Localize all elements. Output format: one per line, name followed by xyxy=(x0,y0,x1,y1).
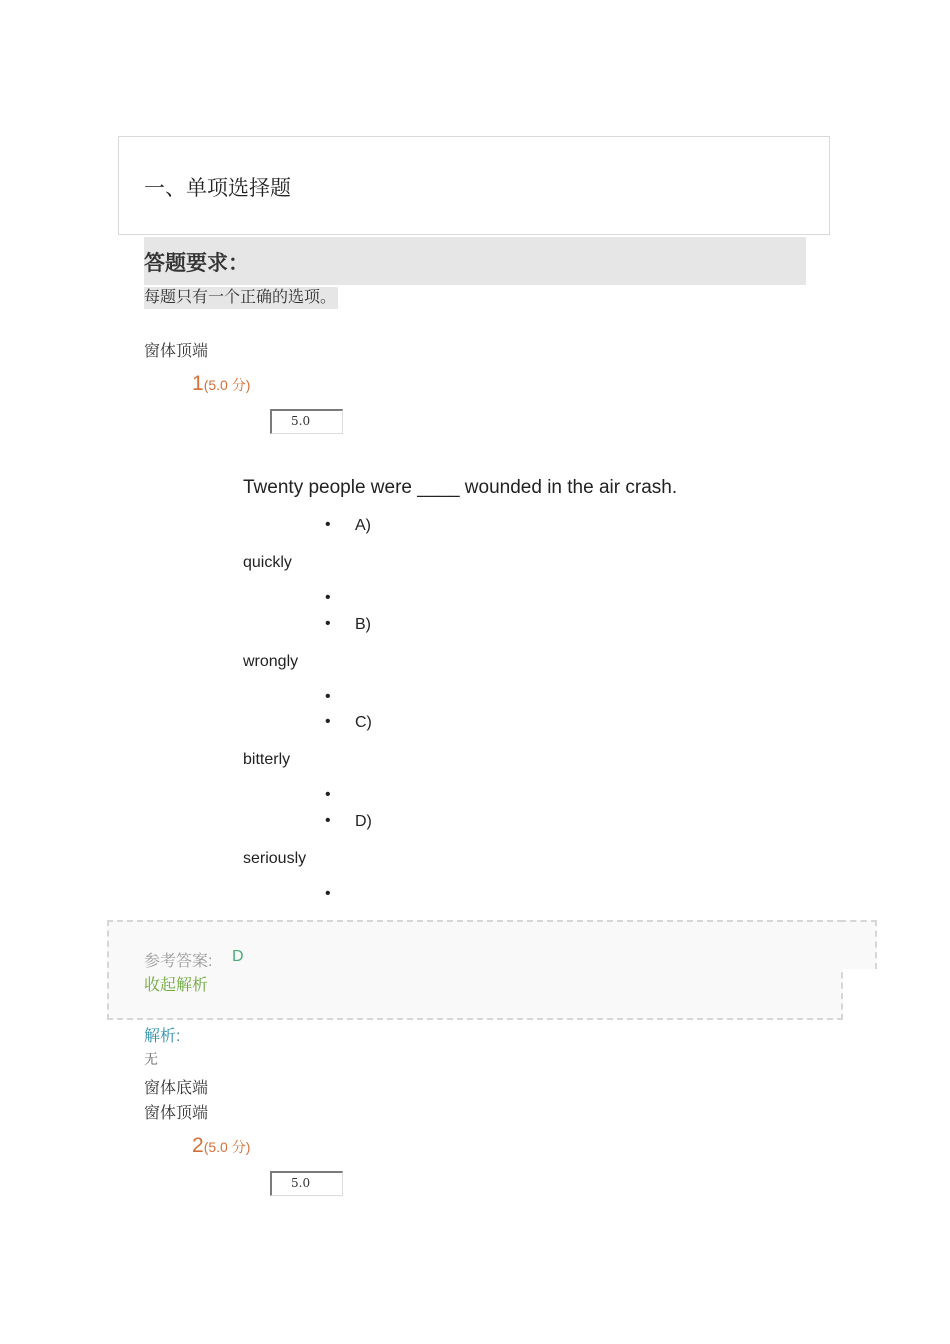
q1-frame-bottom: 窗体底端 xyxy=(144,1080,209,1097)
q1-option-b-text: wrongly xyxy=(243,653,299,670)
q1-question-text: Twenty people were ____ wounded in the air crash. xyxy=(243,477,678,498)
q1-option-a-bullet: • xyxy=(325,516,331,533)
q2-score-field[interactable]: 5.0 xyxy=(270,1171,343,1196)
analysis-label: 解析: xyxy=(144,1028,181,1045)
q1-option-a-text: quickly xyxy=(243,554,292,571)
reference-answer-value: D xyxy=(232,948,244,965)
q2-number: 2 xyxy=(192,1134,204,1157)
requirements-title: 答题要求： xyxy=(144,252,249,275)
q1-option-c-label[interactable]: C) xyxy=(355,714,372,731)
q1-score-field[interactable]: 5.0 xyxy=(270,409,343,434)
q1-option-d-text: seriously xyxy=(243,850,307,867)
analysis-text: 无 xyxy=(144,1051,158,1067)
q1-option-a-label[interactable]: A) xyxy=(355,517,371,534)
q1-option-d-bullet: • xyxy=(325,812,331,829)
reference-answer-label: 参考答案: xyxy=(144,953,213,970)
q1-points: (5.0 分) xyxy=(203,377,251,393)
q1-empty-bullet: • xyxy=(325,786,331,803)
q2-frame-top: 窗体顶端 xyxy=(144,1105,209,1122)
requirements-text: 每题只有一个正确的选项。 xyxy=(144,287,338,309)
q1-empty-bullet: • xyxy=(325,589,331,606)
q2-heading xyxy=(192,1134,250,1158)
q1-heading xyxy=(192,372,250,396)
q1-empty-bullet: • xyxy=(325,885,331,902)
q1-option-d-label[interactable]: D) xyxy=(355,813,372,830)
answer-panel-extension xyxy=(840,920,877,969)
q1-number: 1 xyxy=(192,372,204,395)
q1-option-c-text: bitterly xyxy=(243,751,291,768)
q1-option-b-label[interactable]: B) xyxy=(355,616,371,633)
q1-empty-bullet: • xyxy=(325,688,331,705)
collapse-analysis-link[interactable]: 收起解析 xyxy=(144,977,209,994)
q1-option-b-bullet: • xyxy=(325,615,331,632)
q2-points: (5.0 分) xyxy=(203,1139,251,1155)
section-title: 一、单项选择题 xyxy=(144,177,291,200)
q1-frame-top: 窗体顶端 xyxy=(144,343,209,360)
q1-option-c-bullet: • xyxy=(325,713,331,730)
answer-panel xyxy=(107,920,843,1020)
